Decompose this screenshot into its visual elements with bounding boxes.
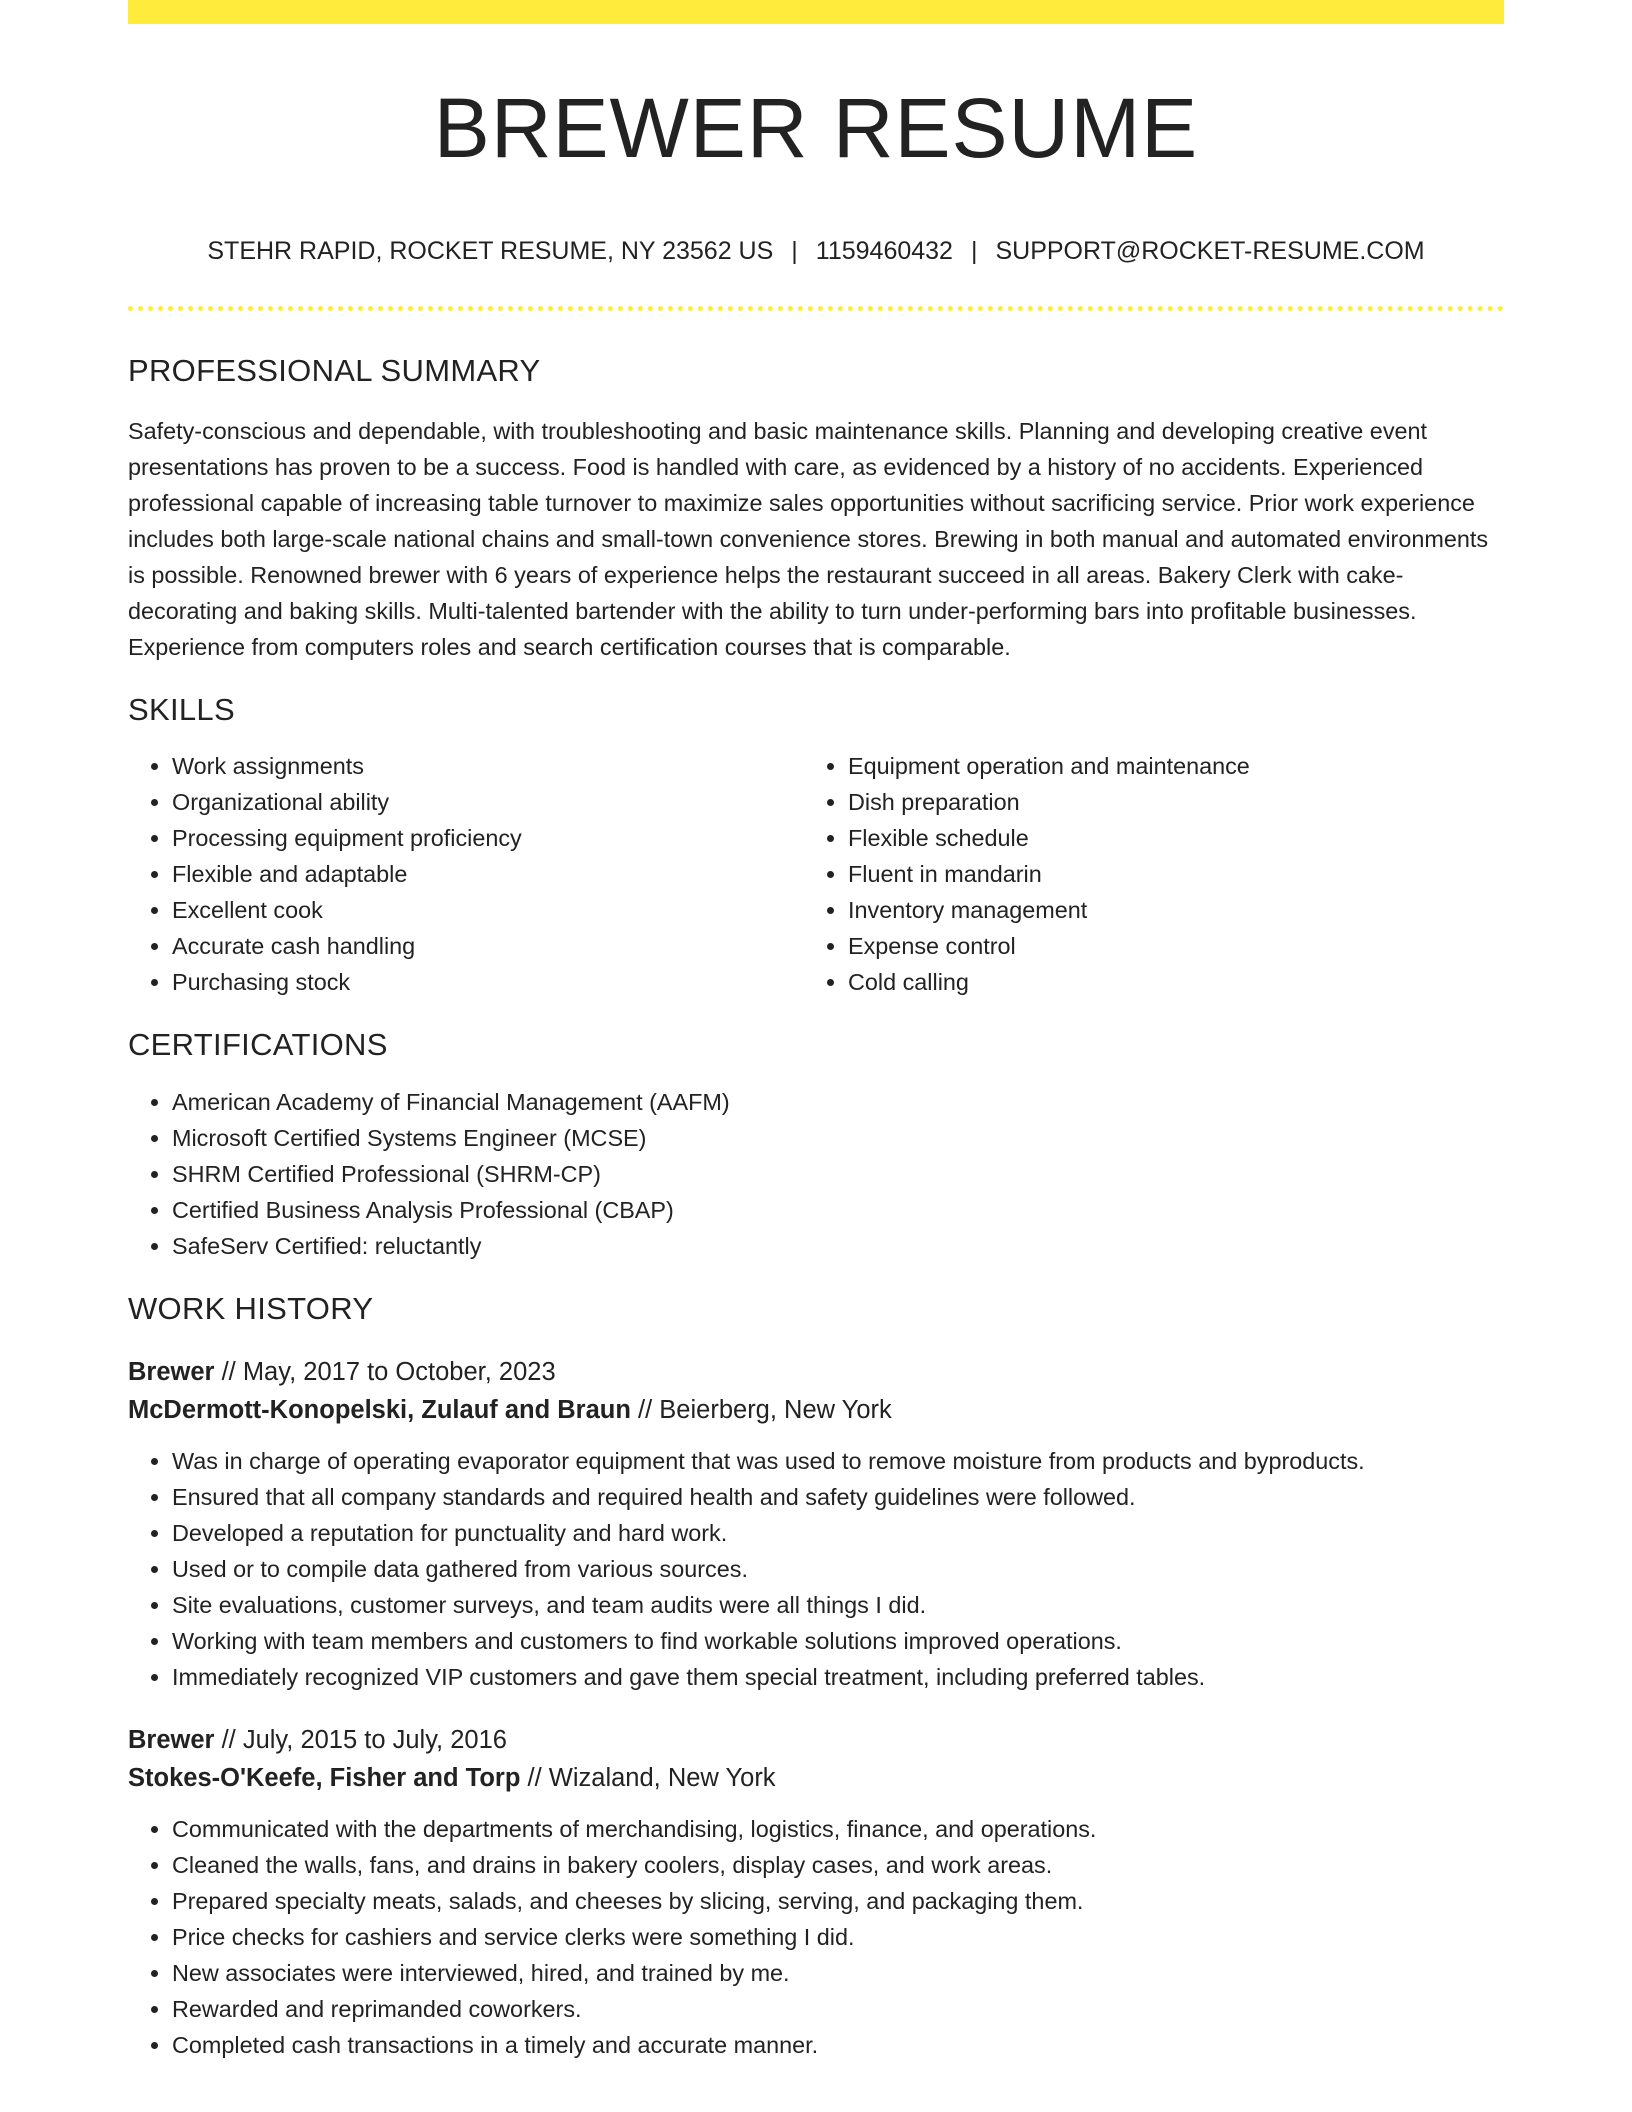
job-location: // Wizaland, New York (527, 1763, 776, 1792)
job-company: Stokes-O'Keefe, Fisher and Torp (128, 1763, 521, 1792)
certification-item: • American Academy of Financial Management (AAFM) (172, 1084, 1504, 1120)
job-title-line (128, 1353, 1504, 1391)
job-bullet: • Rewarded and reprimanded coworkers. (172, 1991, 1504, 2027)
job-location: // Beierberg, New York (638, 1395, 892, 1424)
job-bullet: • Site evaluations, customer surveys, and team audits were all things I did. (172, 1587, 1504, 1623)
skill-item: • Flexible schedule (848, 820, 1480, 856)
skill-item: • Processing equipment proficiency (172, 820, 804, 856)
skill-item: • Excellent cook (172, 892, 804, 928)
job-company-line (128, 1391, 1504, 1429)
summary-section (128, 352, 1504, 665)
certification-item: • SafeServ Certified: reluctantly (172, 1228, 1504, 1264)
job-bullet: • New associates were interviewed, hired, and trained by me. (172, 1955, 1504, 1991)
contact-line (128, 236, 1504, 266)
resume-title: BREWER RESUME (433, 81, 1199, 175)
job-bullet: • Communicated with the departments of merchandising, logistics, finance, and operations. (172, 1811, 1504, 1847)
phone: 1159460432 (815, 237, 953, 265)
work-history-section (128, 1290, 1504, 2063)
summary-heading: PROFESSIONAL SUMMARY (128, 353, 541, 388)
resume-content (128, 352, 1504, 2063)
job-bullet: • Working with team members and customers to find workable solutions improved operations. (172, 1623, 1504, 1659)
contact-separator: | (791, 237, 798, 265)
skill-item: • Organizational ability (172, 784, 804, 820)
skill-item: • Inventory management (848, 892, 1480, 928)
job-company-line (128, 1759, 1504, 1797)
skill-item: • Fluent in mandarin (848, 856, 1480, 892)
skills-list-left (128, 748, 804, 1000)
skill-item: • Purchasing stock (172, 964, 804, 1000)
job-entry (128, 1721, 1504, 2063)
dotted-divider (128, 306, 1504, 311)
job-dates: // July, 2015 to July, 2016 (221, 1725, 507, 1754)
email: SUPPORT@ROCKET-RESUME.COM (995, 237, 1425, 265)
skill-item: • Cold calling (848, 964, 1480, 1000)
job-dates: // May, 2017 to October, 2023 (221, 1357, 556, 1386)
job-entry (128, 1353, 1504, 1695)
skill-item: • Work assignments (172, 748, 804, 784)
job-bullets (128, 1443, 1504, 1695)
summary-text: Safety-conscious and dependable, with troubleshooting and basic maintenance skills. Planning and developing creative event presentations has proven to be a success. Food is handled with care, as evidenced by a history of no accidents. Experienced professional capable of increasing table turnover to maximize sales opportunities without sacrificing service. Prior work experience includes both large-scale national chains and small-town convenience stores. Brewing in both manual and automated environments is possible. Renowned brewer with 6 years of experience helps the restaurant succeed in all areas. Bakery Clerk with cake-decorating and baking skills. Multi-talented bartender with the ability to turn under-performing bars into profitable businesses. Experience from computers roles and search certification courses that is comparable. (128, 418, 1489, 661)
address: STEHR RAPID, ROCKET RESUME, NY 23562 US (207, 237, 774, 265)
job-bullet: • Immediately recognized VIP customers and gave them special treatment, including preferred tables. (172, 1659, 1504, 1695)
skills-list-right (804, 748, 1480, 1000)
job-bullet: • Cleaned the walls, fans, and drains in bakery coolers, display cases, and work areas. (172, 1847, 1504, 1883)
skill-item: • Dish preparation (848, 784, 1480, 820)
accent-top-bar (128, 0, 1504, 24)
certifications-section (128, 1026, 1504, 1263)
job-title-line (128, 1721, 1504, 1759)
skills-section (128, 691, 1504, 1000)
job-title: Brewer (128, 1725, 215, 1754)
job-title: Brewer (128, 1357, 215, 1386)
certifications-heading: CERTIFICATIONS (128, 1027, 388, 1063)
skill-item: • Expense control (848, 928, 1480, 964)
job-bullet: • Ensured that all company standards and required health and safety guidelines were followed. (172, 1479, 1504, 1515)
certifications-list (128, 1084, 1504, 1264)
skill-item: • Equipment operation and maintenance (848, 748, 1480, 784)
job-company: McDermott-Konopelski, Zulauf and Braun (128, 1395, 631, 1424)
contact-separator: | (970, 237, 978, 265)
certification-item: • Certified Business Analysis Professional (CBAP) (172, 1192, 1504, 1228)
job-bullet: • Developed a reputation for punctuality and hard work. (172, 1515, 1504, 1551)
job-bullet: • Price checks for cashiers and service clerks were something I did. (172, 1919, 1504, 1955)
job-bullet: • Was in charge of operating evaporator equipment that was used to remove moisture from products and byproducts. (172, 1443, 1504, 1479)
certification-item: • Microsoft Certified Systems Engineer (MCSE) (172, 1120, 1504, 1156)
job-bullet: • Prepared specialty meats, salads, and cheeses by slicing, serving, and packaging them. (172, 1883, 1504, 1919)
certification-item: • SHRM Certified Professional (SHRM-CP) (172, 1156, 1504, 1192)
job-bullet: • Completed cash transactions in a timely and accurate manner. (172, 2027, 1504, 2063)
work-history-heading: WORK HISTORY (128, 1290, 374, 1326)
skills-grid (128, 728, 1504, 1000)
skills-heading: SKILLS (128, 692, 235, 728)
job-bullet: • Used or to compile data gathered from various sources. (172, 1551, 1504, 1587)
skill-item: • Flexible and adaptable (172, 856, 804, 892)
job-bullets (128, 1811, 1504, 2063)
skill-item: • Accurate cash handling (172, 928, 804, 964)
